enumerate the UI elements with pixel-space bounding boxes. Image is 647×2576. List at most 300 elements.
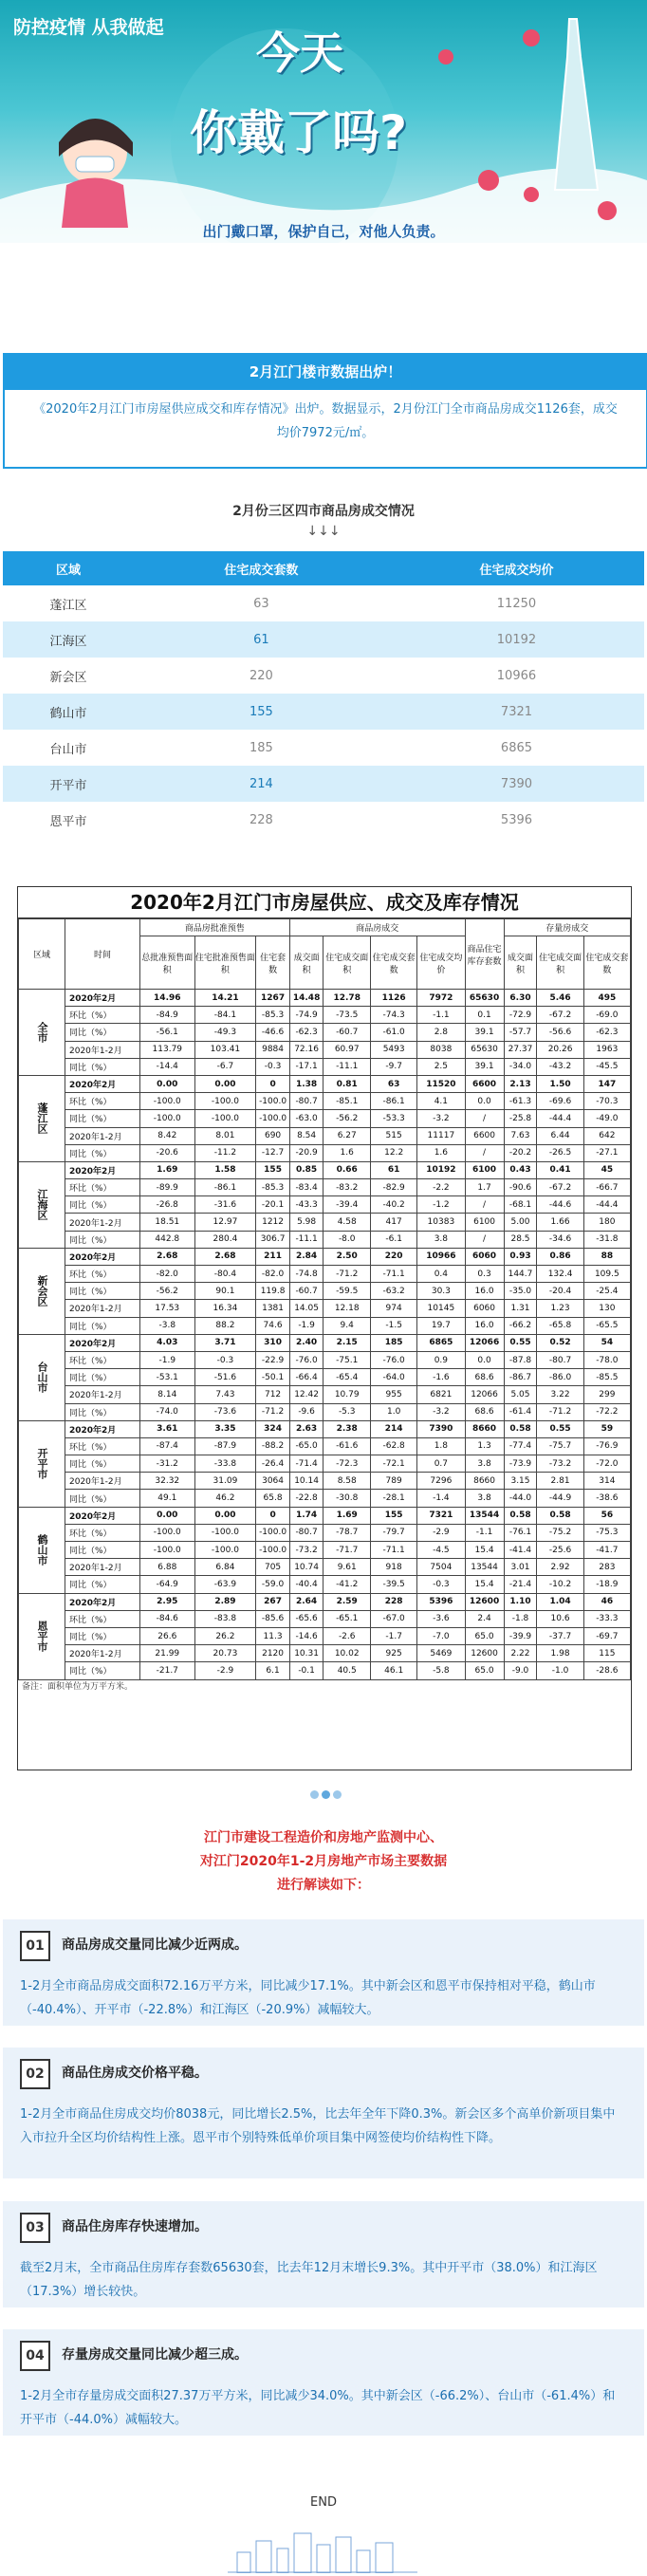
header-stockdeal-group: 存量房成交 xyxy=(504,919,630,936)
value-cell: -63.9 xyxy=(194,1576,256,1593)
row-label: 2020年2月 xyxy=(65,1161,140,1178)
value-cell: 12.97 xyxy=(194,1214,256,1231)
value-cell: -72.9 xyxy=(504,1007,537,1024)
value-cell: 3.8 xyxy=(465,1490,504,1507)
value-cell: -28.6 xyxy=(583,1662,630,1679)
value-cell: -21.7 xyxy=(140,1662,195,1679)
value-cell: 0.00 xyxy=(194,1507,256,1524)
value-cell: 16.0 xyxy=(465,1283,504,1300)
table-row xyxy=(19,1542,631,1559)
value-cell: -74.9 xyxy=(289,1007,323,1024)
value-cell: 5.05 xyxy=(504,1386,537,1403)
value-cell: -74.3 xyxy=(371,1007,417,1024)
table-row xyxy=(19,1437,631,1455)
value-cell: 2.22 xyxy=(504,1645,537,1662)
value-cell: 955 xyxy=(371,1386,417,1403)
value-cell: 8660 xyxy=(465,1473,504,1490)
value-cell: 2.5 xyxy=(417,1058,465,1075)
value-cell: 5.46 xyxy=(537,990,583,1007)
value-cell: -78.0 xyxy=(583,1351,630,1368)
value-cell: -61.6 xyxy=(324,1437,371,1455)
row-label: 环比（%） xyxy=(65,1524,140,1541)
table-row xyxy=(19,1196,631,1214)
value-cell: -5.8 xyxy=(417,1662,465,1679)
value-cell: 228 xyxy=(371,1593,417,1610)
value-cell: -53.1 xyxy=(140,1369,195,1386)
value-cell: -100.0 xyxy=(256,1524,290,1541)
carousel-dot-active[interactable] xyxy=(322,1790,330,1799)
value-cell: 2120 xyxy=(256,1645,290,1662)
value-cell: -74.8 xyxy=(289,1266,323,1283)
units-cell: 155 xyxy=(134,694,389,730)
table-row xyxy=(19,1300,631,1317)
row-label: 环比（%） xyxy=(65,1179,140,1196)
value-cell: 974 xyxy=(371,1300,417,1317)
value-cell: -80.7 xyxy=(289,1524,323,1541)
value-cell: -56.6 xyxy=(537,1024,583,1041)
value-cell: 12.2 xyxy=(371,1144,417,1161)
value-cell: -90.6 xyxy=(504,1179,537,1196)
region-name: 台山市 xyxy=(19,1334,65,1420)
table-row xyxy=(19,1144,631,1161)
value-cell: 10192 xyxy=(417,1161,465,1178)
value-cell: -87.9 xyxy=(194,1437,256,1455)
value-cell: 10.14 xyxy=(289,1473,323,1490)
table-row xyxy=(19,1283,631,1300)
row-label: 2020年2月 xyxy=(65,1075,140,1092)
value-cell: 90.1 xyxy=(194,1283,256,1300)
value-cell: 324 xyxy=(256,1420,290,1437)
value-cell: 6.44 xyxy=(537,1127,583,1144)
value-cell: 9.4 xyxy=(324,1317,371,1334)
value-cell: -75.2 xyxy=(537,1524,583,1541)
value-cell: 7321 xyxy=(417,1507,465,1524)
price-cell: 7321 xyxy=(389,694,644,730)
value-cell: 1.7 xyxy=(465,1179,504,1196)
value-cell: 267 xyxy=(256,1593,290,1610)
region-name: 蓬江区 xyxy=(19,1075,65,1161)
region-name: 江海区 xyxy=(19,1161,65,1248)
analysis-section xyxy=(3,2329,644,2436)
section-number: 03 xyxy=(20,2213,50,2243)
value-cell: -20.9 xyxy=(289,1144,323,1161)
value-cell: -66.2 xyxy=(504,1317,537,1334)
value-cell: -41.4 xyxy=(504,1542,537,1559)
section-text: 1-2月全市商品房成交面积72.16万平方米，同比减少17.1%。其中新会区和恩平市保持相对平稳，鹤山市（-40.4%）、开平市（-22.8%）和江海区（-20.9%）减幅较大。 xyxy=(20,1979,596,2017)
value-cell: 6100 xyxy=(465,1214,504,1231)
value-cell: -69.7 xyxy=(583,1627,630,1644)
value-cell: 12066 xyxy=(465,1386,504,1403)
value-cell: -65.6 xyxy=(289,1610,323,1627)
value-cell: 61 xyxy=(371,1161,417,1178)
value-cell: -31.2 xyxy=(140,1455,195,1473)
value-cell: 113.79 xyxy=(140,1041,195,1058)
table-row xyxy=(3,766,644,802)
value-cell: 46 xyxy=(583,1593,630,1610)
value-cell: 6821 xyxy=(417,1386,465,1403)
value-cell: 1.6 xyxy=(417,1144,465,1161)
value-cell: 1.8 xyxy=(417,1437,465,1455)
value-cell: -20.4 xyxy=(537,1283,583,1300)
table-row xyxy=(3,730,644,766)
value-cell: -11.1 xyxy=(289,1231,323,1248)
table-row xyxy=(19,1610,631,1627)
table-row xyxy=(3,694,644,730)
value-cell: 220 xyxy=(371,1248,417,1265)
value-cell: -1.1 xyxy=(417,1007,465,1024)
value-cell: -38.6 xyxy=(583,1490,630,1507)
value-cell: -33.8 xyxy=(194,1455,256,1473)
row-label: 2020年2月 xyxy=(65,1593,140,1610)
detail-table-image xyxy=(17,886,632,1770)
value-cell: 59 xyxy=(583,1420,630,1437)
value-cell: -100.0 xyxy=(140,1524,195,1541)
region-name: 鹤山市 xyxy=(19,1507,65,1593)
value-cell: -40.4 xyxy=(289,1576,323,1593)
value-cell: 712 xyxy=(256,1386,290,1403)
value-cell: 495 xyxy=(583,990,630,1007)
value-cell: -12.7 xyxy=(256,1144,290,1161)
value-cell: 0.55 xyxy=(537,1420,583,1437)
value-cell: 283 xyxy=(583,1559,630,1576)
subheader: 成交面积 xyxy=(504,936,537,990)
value-cell: -31.6 xyxy=(194,1196,256,1214)
area-cell: 台山市 xyxy=(49,742,87,757)
value-cell: -80.4 xyxy=(194,1266,256,1283)
value-cell: -49.3 xyxy=(194,1024,256,1041)
value-cell: -41.7 xyxy=(583,1542,630,1559)
row-label: 同比（%） xyxy=(65,1231,140,1248)
value-cell: -20.1 xyxy=(256,1196,290,1214)
value-cell: -65.4 xyxy=(324,1369,371,1386)
value-cell: -39.5 xyxy=(371,1576,417,1593)
value-cell: -1.7 xyxy=(371,1627,417,1644)
value-cell: 10966 xyxy=(417,1248,465,1265)
value-cell: 1.38 xyxy=(289,1075,323,1092)
value-cell: -71.2 xyxy=(537,1403,583,1420)
row-label: 同比（%） xyxy=(65,1455,140,1473)
value-cell: 0.66 xyxy=(324,1161,371,1178)
value-cell: 13544 xyxy=(465,1507,504,1524)
flower-icon xyxy=(438,49,453,65)
table-row xyxy=(19,1058,631,1075)
value-cell: 6.30 xyxy=(504,990,537,1007)
section-text: 1-2月全市存量房成交面积27.37万平方米，同比减少34.0%。其中新会区（-66.2%）、台山市（-61.4%）和开平市（-44.0%）减幅较大。 xyxy=(20,2389,616,2427)
value-cell: -0.1 xyxy=(289,1662,323,1679)
subheader: 住宅套数 xyxy=(256,936,290,990)
value-cell: 442.8 xyxy=(140,1231,195,1248)
value-cell: 6600 xyxy=(465,1127,504,1144)
value-cell: -76.9 xyxy=(583,1437,630,1455)
value-cell: -100.0 xyxy=(194,1542,256,1559)
value-cell: -33.3 xyxy=(583,1610,630,1627)
analysis-section xyxy=(3,2201,644,2307)
value-cell: 26.2 xyxy=(194,1627,256,1644)
value-cell: -46.6 xyxy=(256,1024,290,1041)
row-label: 2020年2月 xyxy=(65,1248,140,1265)
value-cell: 6100 xyxy=(465,1161,504,1178)
subheader: 住宅成交面积 xyxy=(324,936,371,990)
table-row xyxy=(19,1248,631,1265)
value-cell: -86.0 xyxy=(537,1369,583,1386)
value-cell: -49.0 xyxy=(583,1110,630,1127)
value-cell: 2.89 xyxy=(194,1593,256,1610)
value-cell: 1.0 xyxy=(371,1403,417,1420)
value-cell: -100.0 xyxy=(140,1093,195,1110)
value-cell: 65.8 xyxy=(256,1490,290,1507)
value-cell: -68.1 xyxy=(504,1196,537,1214)
value-cell: -63.2 xyxy=(371,1283,417,1300)
value-cell: -25.6 xyxy=(537,1542,583,1559)
value-cell: 9884 xyxy=(256,1041,290,1058)
value-cell: 155 xyxy=(371,1507,417,1524)
table-row xyxy=(19,1645,631,1662)
value-cell: / xyxy=(465,1144,504,1161)
value-cell: -25.4 xyxy=(583,1283,630,1300)
row-label: 同比（%） xyxy=(65,1542,140,1559)
section-number: 02 xyxy=(20,2059,50,2089)
value-cell: 147 xyxy=(583,1075,630,1092)
value-cell: -100.0 xyxy=(140,1110,195,1127)
value-cell: -1.6 xyxy=(417,1369,465,1386)
value-cell: -75.7 xyxy=(537,1437,583,1455)
value-cell: -76.1 xyxy=(504,1524,537,1541)
value-cell: -65.0 xyxy=(289,1437,323,1455)
header-deal-group: 商品房成交 xyxy=(289,919,465,936)
row-label: 2020年1-2月 xyxy=(65,1645,140,1662)
value-cell: -100.0 xyxy=(256,1110,290,1127)
value-cell: 789 xyxy=(371,1473,417,1490)
table-row xyxy=(19,1386,631,1403)
value-cell: -44.9 xyxy=(537,1490,583,1507)
value-cell: -1.9 xyxy=(140,1351,195,1368)
value-cell: 26.6 xyxy=(140,1627,195,1644)
row-label: 同比（%） xyxy=(65,1144,140,1161)
value-cell: -73.2 xyxy=(537,1455,583,1473)
value-cell: -51.6 xyxy=(194,1369,256,1386)
region-name: 全市 xyxy=(19,990,65,1076)
value-cell: 0.3 xyxy=(465,1266,504,1283)
value-cell: -43.3 xyxy=(289,1196,323,1214)
value-cell: -1.5 xyxy=(371,1317,417,1334)
value-cell: 6600 xyxy=(465,1075,504,1092)
value-cell: -3.8 xyxy=(140,1317,195,1334)
subheader: 住宅成交套数 xyxy=(583,936,630,990)
value-cell: 3.8 xyxy=(465,1455,504,1473)
price-cell: 5396 xyxy=(500,812,533,827)
value-cell: 3.22 xyxy=(537,1386,583,1403)
value-cell: 1.23 xyxy=(537,1300,583,1317)
value-cell: 306.7 xyxy=(256,1231,290,1248)
value-cell: -100.0 xyxy=(256,1093,290,1110)
units-cell: 214 xyxy=(134,766,389,802)
value-cell: 132.4 xyxy=(537,1266,583,1283)
value-cell: -67.0 xyxy=(371,1610,417,1627)
value-cell: 2.13 xyxy=(504,1075,537,1092)
value-cell: -89.9 xyxy=(140,1179,195,1196)
value-cell: 32.32 xyxy=(140,1473,195,1490)
value-cell: -34.0 xyxy=(504,1058,537,1075)
value-cell: 10.02 xyxy=(324,1645,371,1662)
banner-title-line1: 今天 xyxy=(256,28,343,79)
value-cell: -9.0 xyxy=(504,1662,537,1679)
value-cell: 6865 xyxy=(417,1334,465,1351)
value-cell: 65.0 xyxy=(465,1627,504,1644)
skyline-icon xyxy=(228,2524,417,2573)
value-cell: 8.01 xyxy=(194,1127,256,1144)
value-cell: -1.8 xyxy=(504,1610,537,1627)
row-label: 同比（%） xyxy=(65,1024,140,1041)
value-cell: -82.0 xyxy=(256,1266,290,1283)
value-cell: 27.37 xyxy=(504,1041,537,1058)
value-cell: -2.2 xyxy=(417,1179,465,1196)
value-cell: -0.3 xyxy=(194,1351,256,1368)
value-cell: 3.8 xyxy=(417,1231,465,1248)
analysis-heading-line: 江门市建设工程造价和房地产监测中心、 xyxy=(204,1830,443,1845)
value-cell: 14.96 xyxy=(140,990,195,1007)
value-cell: -60.7 xyxy=(324,1024,371,1041)
table-row xyxy=(19,1369,631,1386)
value-cell: 7296 xyxy=(417,1473,465,1490)
units-cell: 220 xyxy=(250,668,273,683)
value-cell: 10.31 xyxy=(289,1645,323,1662)
value-cell: 2.81 xyxy=(537,1473,583,1490)
value-cell: -84.9 xyxy=(140,1007,195,1024)
value-cell: 17.53 xyxy=(140,1300,195,1317)
value-cell: -5.3 xyxy=(324,1403,371,1420)
row-label: 环比（%） xyxy=(65,1437,140,1455)
subheader: 住宅成交套数 xyxy=(371,936,417,990)
value-cell: 31.09 xyxy=(194,1473,256,1490)
value-cell: 1963 xyxy=(583,1041,630,1058)
value-cell: 690 xyxy=(256,1127,290,1144)
value-cell: 46.1 xyxy=(371,1662,417,1679)
value-cell: 30.3 xyxy=(417,1283,465,1300)
value-cell: 705 xyxy=(256,1559,290,1576)
value-cell: -2.6 xyxy=(324,1627,371,1644)
value-cell: -45.5 xyxy=(583,1058,630,1075)
units-cell: 228 xyxy=(250,812,273,827)
value-cell: 119.8 xyxy=(256,1283,290,1300)
value-cell: 11520 xyxy=(417,1075,465,1092)
value-cell: -57.7 xyxy=(504,1024,537,1041)
value-cell: -67.2 xyxy=(537,1007,583,1024)
value-cell: 0.85 xyxy=(289,1161,323,1178)
value-cell: 49.1 xyxy=(140,1490,195,1507)
value-cell: -1.4 xyxy=(417,1490,465,1507)
value-cell: 8.58 xyxy=(324,1473,371,1490)
value-cell: -61.0 xyxy=(371,1024,417,1041)
units-cell: 63 xyxy=(253,596,269,611)
value-cell: 0.0 xyxy=(465,1351,504,1368)
section-text: 1-2月全市商品住房成交均价8038元，同比增长2.5%，比去年全年下降0.3%。新会区多个高单价新项目集中入市拉升全区均价结构性上涨。恩平市个别特殊低单价项目集中网签使均价结构性下降。 xyxy=(20,2107,616,2145)
value-cell: -76.0 xyxy=(289,1351,323,1368)
value-cell: -73.2 xyxy=(289,1542,323,1559)
value-cell: -72.3 xyxy=(324,1455,371,1473)
table-row xyxy=(19,1161,631,1178)
value-cell: -82.9 xyxy=(371,1179,417,1196)
value-cell: 3.35 xyxy=(194,1420,256,1437)
value-cell: 7.43 xyxy=(194,1386,256,1403)
price-cell: 11250 xyxy=(496,596,537,611)
value-cell: 0.55 xyxy=(504,1334,537,1351)
end-label: END xyxy=(310,2495,337,2510)
value-cell: -64.9 xyxy=(140,1576,195,1593)
value-cell: -56.2 xyxy=(140,1283,195,1300)
value-cell: 10145 xyxy=(417,1300,465,1317)
intro-heading: 2月江门楼市数据出炉！ xyxy=(5,355,646,390)
value-cell: 214 xyxy=(371,1420,417,1437)
value-cell: -60.7 xyxy=(289,1283,323,1300)
value-cell: 5469 xyxy=(417,1645,465,1662)
row-label: 2020年2月 xyxy=(65,1507,140,1524)
value-cell: -1.2 xyxy=(417,1196,465,1214)
value-cell: 1.04 xyxy=(537,1593,583,1610)
value-cell: 7390 xyxy=(417,1420,465,1437)
value-cell: -44.4 xyxy=(537,1110,583,1127)
value-cell: -21.4 xyxy=(504,1576,537,1593)
value-cell: 2.64 xyxy=(289,1593,323,1610)
value-cell: -59.5 xyxy=(324,1283,371,1300)
value-cell: -70.3 xyxy=(583,1093,630,1110)
value-cell: -82.0 xyxy=(140,1266,195,1283)
value-cell: 7972 xyxy=(417,990,465,1007)
value-cell: 12600 xyxy=(465,1593,504,1610)
value-cell: -27.1 xyxy=(583,1144,630,1161)
summary-table-title: 2月份三区四市商品房成交情况 xyxy=(232,504,415,519)
value-cell: -100.0 xyxy=(256,1542,290,1559)
value-cell: 185 xyxy=(371,1334,417,1351)
value-cell: 12.78 xyxy=(324,990,371,1007)
value-cell: -26.4 xyxy=(256,1455,290,1473)
table-row xyxy=(19,990,631,1007)
value-cell: -86.7 xyxy=(504,1369,537,1386)
value-cell: -14.4 xyxy=(140,1058,195,1075)
value-cell: 8660 xyxy=(465,1420,504,1437)
value-cell: 3.71 xyxy=(194,1334,256,1351)
value-cell: -71.1 xyxy=(371,1266,417,1283)
flower-icon xyxy=(523,29,540,46)
carousel-dot[interactable] xyxy=(310,1790,319,1799)
price-cell: 7390 xyxy=(389,766,644,802)
row-label: 同比（%） xyxy=(65,1627,140,1644)
detail-table-note: 备注：面积单位为万平方米。 xyxy=(22,1681,134,1692)
value-cell: -64.0 xyxy=(371,1369,417,1386)
price-cell: 10966 xyxy=(496,668,537,683)
value-cell: 2.40 xyxy=(289,1334,323,1351)
value-cell: -76.0 xyxy=(371,1351,417,1368)
value-cell: 10.6 xyxy=(537,1610,583,1627)
area-cell: 江海区 xyxy=(3,621,134,658)
table-row xyxy=(3,621,644,658)
value-cell: -20.2 xyxy=(504,1144,537,1161)
table-row xyxy=(19,1576,631,1593)
row-label: 同比（%） xyxy=(65,1196,140,1214)
table-row xyxy=(19,1007,631,1024)
value-cell: -8.0 xyxy=(324,1231,371,1248)
value-cell: 6060 xyxy=(465,1300,504,1317)
region-name: 恩平市 xyxy=(19,1593,65,1679)
value-cell: 20.73 xyxy=(194,1645,256,1662)
row-label: 同比（%） xyxy=(65,1490,140,1507)
value-cell: -10.2 xyxy=(537,1576,583,1593)
table-row xyxy=(19,1317,631,1334)
value-cell: 28.5 xyxy=(504,1231,537,1248)
value-cell: 6.88 xyxy=(140,1559,195,1576)
carousel-dot[interactable] xyxy=(333,1790,342,1799)
value-cell: 14.21 xyxy=(194,990,256,1007)
analysis-heading-line: 对江门2020年1-2月房地产市场主要数据 xyxy=(199,1854,448,1869)
